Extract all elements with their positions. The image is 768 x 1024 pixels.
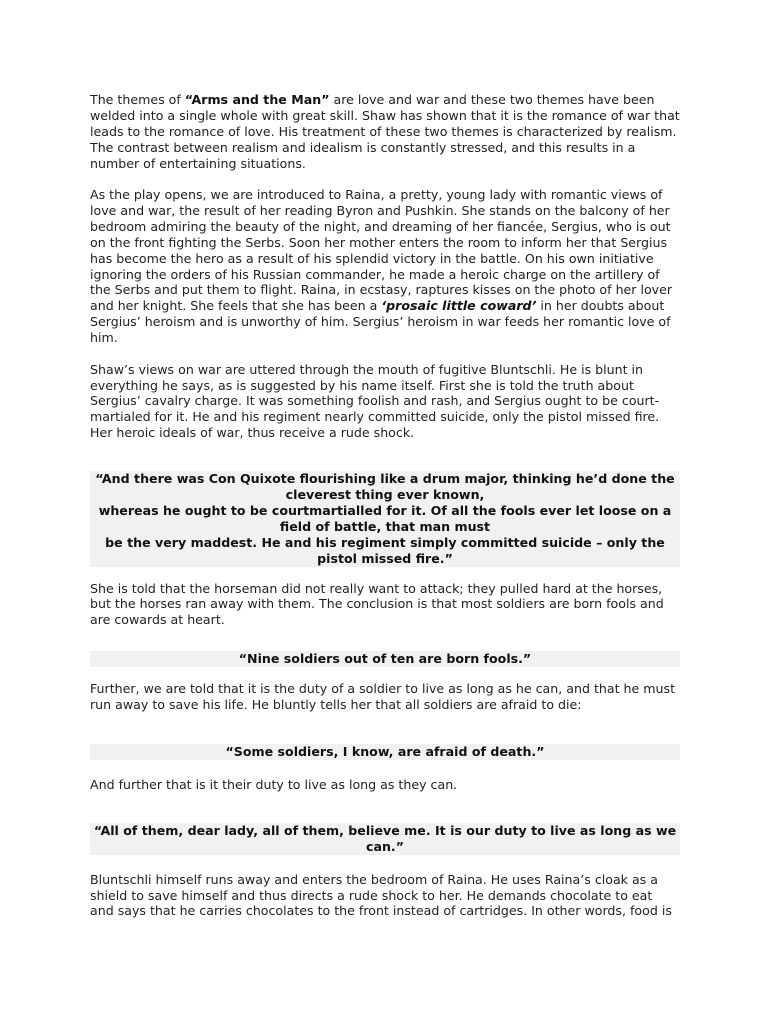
paragraph-shaw-views xyxy=(90,362,680,442)
block-quote-nine-soldiers xyxy=(90,651,680,667)
text-run: Further, we are told that it is the duty of a soldier to live as long as he can, and that he must run away to save his life. He bluntly tells her that all soldiers are afraid to die: xyxy=(90,681,676,713)
emphasis-quote: ‘prosaic little coward’ xyxy=(381,298,537,314)
paragraph-further-duty xyxy=(90,777,680,793)
paragraph-horseman xyxy=(90,581,680,629)
play-title: “Arms and the Man” xyxy=(184,92,330,107)
text-run: in her doubts about Sergius’ heroism and is unworthy of him. Sergius’ heroism in war feeds her romantic love of him. xyxy=(90,298,671,346)
document-page xyxy=(90,92,680,919)
paragraph-raina-intro xyxy=(90,187,680,346)
text-run: The themes of xyxy=(90,92,185,107)
text-run: are love and war and these two themes have been welded into a single whole with great skill. Shaw has shown that it is the romance of war that leads to the romance of love. His treatment of these two themes is characterized by realism. The contrast between realism and idealism is constantly stressed, and this results in a number of entertaining situations. xyxy=(90,92,680,171)
text-run: Shaw’s views on war are uttered through the mouth of fugitive Bluntschli. He is blunt in everything he says, as is suggested by his name itself. First she is told the truth about Sergius’ cavalry charge. It was something foolish and rash, and Sergius ought to be court-martialed for it. He and his regiment nearly committed suicide, only the pistol missed fire. Her heroic ideals of war, thus receive a rude shock. xyxy=(90,361,660,441)
text-run: Bluntschli himself runs away and enters the bedroom of Raina. He uses Raina’s cloak as a shield to save himself and thus directs a rude shock to her. He demands chocolate to eat and says that he carries chocolates to the front instead of cartridges. In other words, food is xyxy=(90,871,672,919)
block-quote-afraid-of-death xyxy=(90,744,680,760)
paragraph-duty-of-soldier xyxy=(90,681,680,713)
text-run: As the play opens, we are introduced to Raina, a pretty, young lady with romantic views of love and war, the result of her reading Byron and Pushkin. She stands on the balcony of her bedroom admiring the beauty of the night, and dreaming of her fiancée, Sergius, who is out on the front fighting the Serbs. Soon her mother enters the room to inform her that Sergius has become the hero as a result of his splendid victory in the battle. On his own initiative ignoring the orders of his Russian commander, he made a heroic charge on the artillery of the Serbs and put them to flight. Raina, in ecstasy, raptures kisses on the photo of her lover and her knight. She feels that she has been a xyxy=(90,187,673,314)
quote-line: “Some soldiers, I know, are afraid of death.” xyxy=(225,744,545,759)
quote-line: be the very maddest. He and his regiment simply committed suicide – only the pistol missed fire.” xyxy=(105,534,665,566)
paragraph-bluntschli-runs xyxy=(90,872,680,920)
text-run: She is told that the horseman did not really want to attack; they pulled hard at the horses, but the horses ran away with them. The conclusion is that most soldiers are born fools and are cowards at heart. xyxy=(90,580,664,628)
text-run: And further that is it their duty to live as long as they can. xyxy=(90,776,458,792)
quote-line: whereas he ought to be courtmartialled for it. Of all the fools ever let loose on a field of battle, that man must xyxy=(98,502,672,534)
block-quote-don-quixote xyxy=(90,471,680,566)
block-quote-all-of-them xyxy=(90,823,680,855)
quote-line: “Nine soldiers out of ten are born fools.” xyxy=(238,651,532,667)
quote-line: “And there was Con Quixote flourishing like a drum major, thinking he’d done the cleverest thing ever known, xyxy=(95,471,675,503)
quote-line: “All of them, dear lady, all of them, believe me. It is our duty to live as long as we can.” xyxy=(93,822,677,854)
paragraph-themes xyxy=(90,92,680,172)
